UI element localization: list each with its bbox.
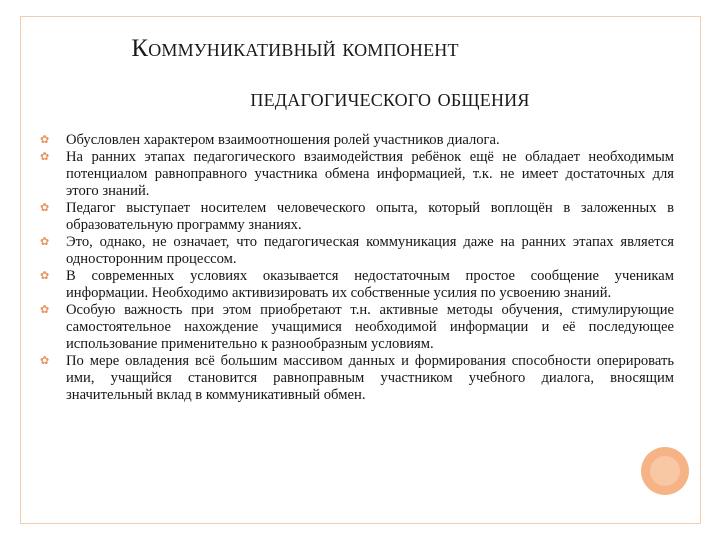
flower-bullet-icon: ✿ xyxy=(40,235,50,248)
flower-bullet-icon: ✿ xyxy=(40,269,50,282)
bullet-text: В современных условиях оказывается недостаточным простое сообщение ученикам информации. Необходимо активизировать их собственные усилия по усвоению знаний. xyxy=(66,268,674,301)
bullet-text: Обусловлен характером взаимоотношения ролей участников диалога. xyxy=(66,132,500,148)
bullet-text: На ранних этапах педагогического взаимодействия ребёнок ещё не обладает необходимым потенциалом равноправного участника обмена информацией, т.к. не имеет достаточных для этого знаний. xyxy=(66,149,674,199)
bullet-item xyxy=(38,302,674,353)
bullet-item xyxy=(38,132,674,149)
flower-bullet-icon: ✿ xyxy=(40,354,50,367)
flower-bullet-icon: ✿ xyxy=(40,201,50,214)
flower-bullet-icon: ✿ xyxy=(40,133,50,146)
flower-bullet-icon: ✿ xyxy=(40,150,50,163)
bullet-list xyxy=(38,132,674,404)
bullet-item xyxy=(38,353,674,404)
bullet-item xyxy=(38,234,674,268)
bullet-text: По мере овладения всё большим массивом данных и формирования способности оперировать ими, учащийся становится равноправным участником учебного диалога, вносящим значительный вклад в коммуникативный обмен. xyxy=(66,353,674,403)
bullet-text: Это, однако, не означает, что педагогическая коммуникация даже на ранних этапах является односторонним процессом. xyxy=(66,234,674,267)
title-line-2: педагогического общения xyxy=(250,85,530,112)
decorative-circle xyxy=(641,447,689,495)
bullet-item xyxy=(38,200,674,234)
bullet-item xyxy=(38,268,674,302)
bullet-item xyxy=(38,149,674,200)
bullet-text: Педагог выступает носителем человеческого опыта, который воплощён в заложенных в образовательную программу знаниях. xyxy=(66,200,674,233)
flower-bullet-icon: ✿ xyxy=(40,303,50,316)
bullet-text: Особую важность при этом приобретают т.н. активные методы обучения, стимулирующие самостоятельное нахождение учащимися необходимой информации и её последующее использование применительно к разнообразным условиям. xyxy=(66,302,674,352)
slide-title xyxy=(0,34,720,114)
title-line-1: Коммуникативный компонент xyxy=(131,35,459,62)
